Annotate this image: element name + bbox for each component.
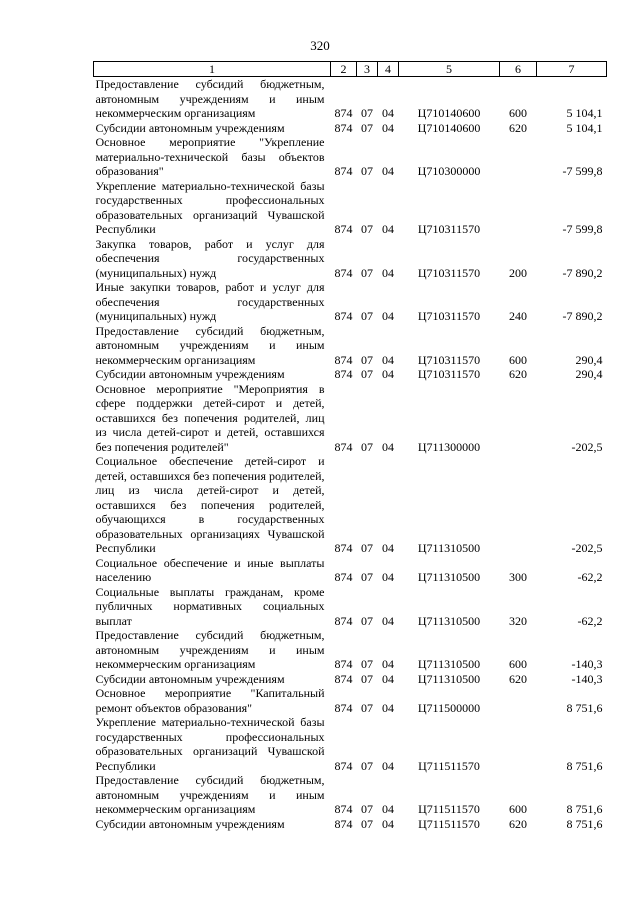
table-row [94,179,607,237]
row-name-cell: Закупка товаров, работ и услуг для обеспечения государственных (муниципальных) нужд [95,236,325,280]
expense-type-cell: 240 [509,309,527,323]
table-body [94,77,607,832]
row-name-cell: Предоставление субсидий бюджетным, автономным учреждениям и иным некоммерческим организациям [95,77,325,120]
subsection-code-cell: 04 [382,106,394,120]
row-name-cell: Субсидии автономным учреждениям [95,816,285,831]
subsection-code-cell: 04 [382,164,394,178]
subsection-code-cell: 04 [382,657,394,671]
row-name-cell: Субсидии автономным учреждениям [95,367,285,381]
ministry-code-cell: 874 [334,671,353,686]
expense-type-cell [500,135,537,179]
amount-cell: 290,4 [575,352,603,367]
section-code-cell: 07 [361,541,373,555]
target-article-cell: Ц710140600 [417,120,481,135]
section-code-cell: 07 [361,367,373,381]
target-article-cell: Ц711511570 [418,816,480,831]
amount-cell: -7 599,8 [562,222,603,236]
section-code-cell: 07 [361,265,373,280]
table-row [94,686,607,715]
row-name-cell: Основное мероприятие "Капитальный ремонт объектов образования" [95,686,325,715]
row-name-cell: Укрепление материально-технической базы государственных профессиональных образовательных организаций Чувашской Республики [95,178,325,236]
table-header-row [94,62,607,77]
table-row [94,237,607,281]
amount-cell: 5 104,1 [566,106,603,120]
table-row [94,628,607,672]
amount-cell: 5 104,1 [566,120,603,135]
subsection-code-cell: 04 [382,541,394,555]
ministry-code-cell: 874 [334,541,353,555]
column-header: 6 [500,62,537,77]
ministry-code-cell: 874 [334,758,353,773]
amount-cell: -140,3 [571,657,603,671]
amount-cell: 8 751,6 [566,816,603,831]
section-code-cell: 07 [361,222,373,236]
table-row [94,817,607,832]
subsection-code-cell: 04 [382,309,394,323]
section-code-cell: 07 [361,120,373,135]
section-code-cell: 07 [361,671,373,686]
amount-cell: 8 751,6 [566,758,603,773]
column-header: 7 [537,62,607,77]
subsection-code-cell: 04 [382,439,394,454]
section-code-cell: 07 [361,816,373,831]
section-code-cell: 07 [361,758,373,773]
expense-type-cell [500,715,537,773]
target-article-cell: Ц711500000 [417,700,481,715]
target-article-cell: Ц710140600 [417,106,481,120]
ministry-code-cell: 874 [334,367,353,381]
table-header [94,62,607,77]
expense-type-cell: 620 [509,120,527,135]
subsection-code-cell: 04 [382,700,394,715]
expense-type-cell: 600 [509,802,527,816]
ministry-code-cell: 874 [334,309,353,323]
table-row [94,367,607,382]
amount-cell: 8 751,6 [566,700,603,715]
ministry-code-cell: 874 [334,265,353,280]
amount-cell: -140,3 [571,671,603,686]
row-name-cell: Социальное обеспечение и иные выплаты населению [95,555,325,584]
ministry-code-cell: 874 [334,222,353,236]
section-code-cell: 07 [361,106,373,120]
subsection-code-cell: 04 [382,671,394,686]
row-name-cell: Укрепление материально-технической базы государственных профессиональных образовательных организаций Чувашской Республики [95,715,325,773]
table-row [94,382,607,455]
amount-cell: -7 890,2 [562,309,603,323]
row-name-cell: Социальное обеспечение детей-сирот и детей, оставшихся без попечения родителей, лиц из числа детей-сирот и детей, оставшихся без попечения родителей, обучающихся в государственных образовательных организациях Чувашской Республики [95,454,325,555]
section-code-cell: 07 [361,164,373,178]
subsection-code-cell: 04 [382,613,394,628]
subsection-code-cell: 04 [382,570,394,584]
column-header: 1 [94,62,331,77]
expense-type-cell: 200 [509,265,527,280]
ministry-code-cell: 874 [334,352,353,367]
amount-cell: -62,2 [577,613,603,628]
table-row [94,585,607,629]
target-article-cell: Ц711310500 [417,671,481,686]
target-article-cell: Ц710311570 [417,265,481,280]
target-article-cell: Ц710311570 [417,309,481,323]
subsection-code-cell: 04 [382,222,394,236]
ministry-code-cell: 874 [334,657,353,671]
row-name-cell: Предоставление субсидий бюджетным, автономным учреждениям и иным некоммерческим организациям [95,773,325,816]
page-number: 320 [310,38,330,53]
target-article-cell: Ц710300000 [417,164,481,178]
target-article-cell: Ц710311570 [417,222,481,236]
section-code-cell: 07 [361,802,373,816]
table-row [94,280,607,324]
ministry-code-cell: 874 [334,120,353,135]
amount-cell: -202,5 [571,541,603,555]
amount-cell: -7 890,2 [562,265,603,280]
section-code-cell: 07 [361,570,373,584]
section-code-cell: 07 [361,613,373,628]
subsection-code-cell: 04 [382,816,394,831]
expense-type-cell: 320 [509,613,527,628]
ministry-code-cell: 874 [334,164,353,178]
expense-type-cell: 620 [509,671,527,686]
target-article-cell: Ц711300000 [417,439,481,454]
row-name-cell: Социальные выплаты гражданам, кроме публичных нормативных социальных выплат [95,584,325,628]
subsection-code-cell: 04 [382,758,394,773]
section-code-cell: 07 [361,309,373,323]
target-article-cell: Ц711511570 [418,802,480,816]
target-article-cell: Ц710311570 [417,367,481,381]
amount-cell: -7 599,8 [562,164,603,178]
target-article-cell: Ц711310500 [417,570,481,584]
table-row [94,77,607,121]
subsection-code-cell: 04 [382,265,394,280]
target-article-cell: Ц711511570 [418,758,480,773]
expense-type-cell [500,686,537,715]
amount-cell: 290,4 [575,367,603,381]
amount-cell: 8 751,6 [566,802,603,816]
table-row [94,135,607,179]
expense-type-cell: 620 [509,816,527,831]
section-code-cell: 07 [361,439,373,454]
section-code-cell: 07 [361,657,373,671]
row-name-cell: Субсидии автономным учреждениям [95,671,285,686]
table-row [94,556,607,585]
table-row [94,672,607,687]
row-name-cell: Основное мероприятие "Укрепление материально-технической базы объектов образования" [95,135,325,178]
subsection-code-cell: 04 [382,802,394,816]
row-name-cell: Предоставление субсидий бюджетным, автономным учреждениям и иным некоммерческим организациям [95,628,325,671]
subsection-code-cell: 04 [382,120,394,135]
column-header: 5 [399,62,500,77]
target-article-cell: Ц711310500 [417,657,481,671]
table-row [94,454,607,556]
row-name-cell: Субсидии автономным учреждениям [95,120,285,135]
section-code-cell: 07 [361,352,373,367]
expense-type-cell [500,454,537,556]
ministry-code-cell: 874 [334,613,353,628]
ministry-code-cell: 874 [334,106,353,120]
expense-type-cell [500,382,537,455]
table-row [94,773,607,817]
expense-type-cell: 600 [509,657,527,671]
target-article-cell: Ц711310500 [417,613,481,628]
target-article-cell: Ц711310500 [417,541,481,555]
target-article-cell: Ц710311570 [417,352,481,367]
expense-type-cell: 600 [509,106,527,120]
ministry-code-cell: 874 [334,700,353,715]
row-name-cell: Иные закупки товаров, работ и услуг для обеспечения государственных (муниципальных) нужд [95,280,325,323]
ministry-code-cell: 874 [334,570,353,584]
amount-cell: -202,5 [571,439,603,454]
expense-type-cell: 600 [509,352,527,367]
expense-type-cell: 620 [509,367,527,381]
budget-table [93,61,607,831]
table-row [94,324,607,368]
ministry-code-cell: 874 [334,802,353,816]
section-code-cell: 07 [361,700,373,715]
expense-type-cell [500,179,537,237]
column-header: 3 [357,62,378,77]
column-header: 2 [331,62,357,77]
column-header: 4 [378,62,399,77]
subsection-code-cell: 04 [382,367,394,381]
table-row [94,715,607,773]
subsection-code-cell: 04 [382,352,394,367]
table-row [94,121,607,136]
row-name-cell: Предоставление субсидий бюджетным, автономным учреждениям и иным некоммерческим организациям [95,323,325,367]
ministry-code-cell: 874 [334,439,353,454]
amount-cell: -62,2 [577,570,603,584]
row-name-cell: Основное мероприятие "Мероприятия в сфере поддержки детей-сирот и детей, оставшихся без попечения родителей, лиц из числа детей-сирот и детей, оставшихся без попечения родителей" [95,381,325,454]
ministry-code-cell: 874 [334,816,353,831]
expense-type-cell: 300 [509,570,527,584]
